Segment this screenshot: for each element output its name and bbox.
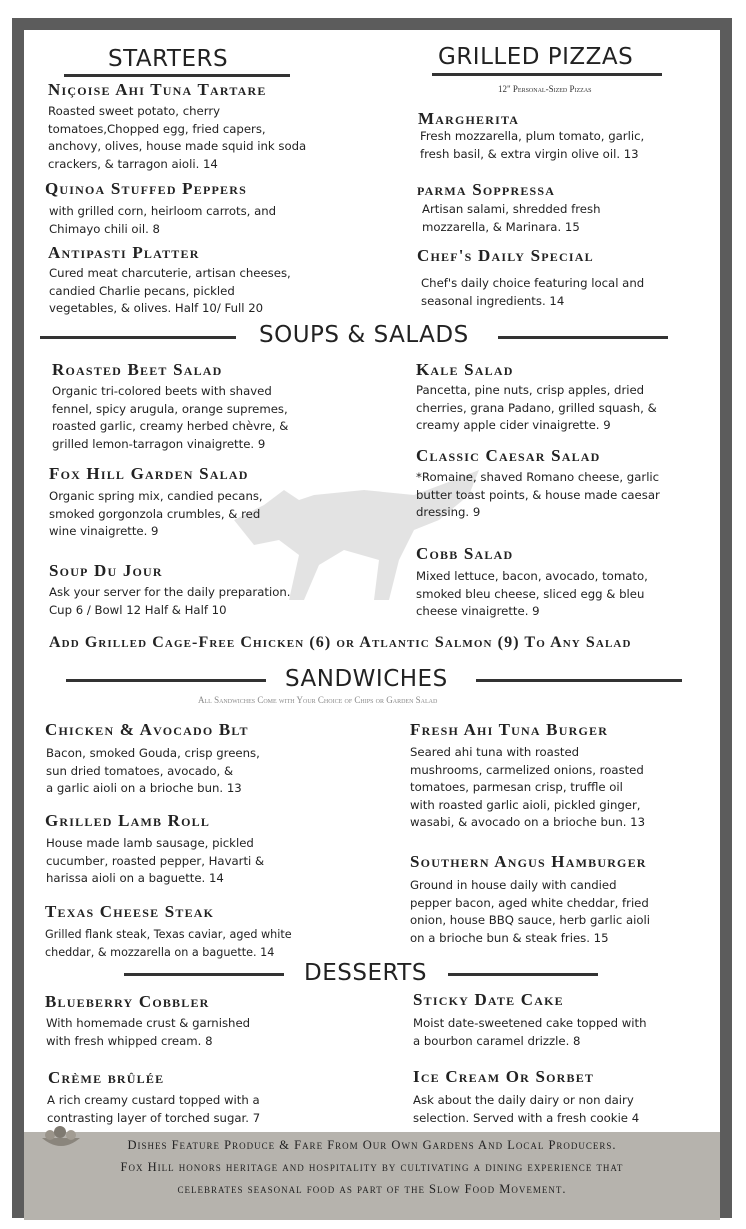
sandwiches-side-note: All Sandwiches Come with Your Choice of Chips or Garden Salad: [198, 695, 438, 705]
menu-item-desc: Seared ahi tuna with roasted mushrooms, carmelized onions, roasted tomatoes, parmesan crisp, truffle oil with roasted garlic aioli, pickled ginger, wasabi, & avocado on a brioche bun. 13: [410, 745, 646, 829]
menu-item-desc: Ask your server for the daily preparation. Cup 6 / Bowl 12 Half & Half 10: [49, 585, 291, 617]
menu-item-desc: Fresh mozzarella, plum tomato, garlic, fresh basil, & extra virgin olive oil. 13: [420, 129, 645, 161]
menu-item-desc: Bacon, smoked Gouda, crisp greens, sun dried tomatoes, avocado, & a garlic aioli on a brioche bun. 13: [46, 746, 260, 795]
menu-item-name: Classic Caesar Salad: [416, 446, 601, 465]
soups-rule-left: [40, 336, 236, 339]
menu-item-desc: With homemade crust & garnished with fresh whipped cream. 8: [46, 1016, 251, 1048]
menu-item-name: Antipasti Platter: [48, 243, 200, 262]
menu-item-name: Texas Cheese Steak: [45, 902, 215, 921]
pizzas-underline: [432, 73, 662, 76]
starters-underline: [64, 74, 290, 77]
menu-item-name: Sticky Date Cake: [413, 990, 564, 1009]
menu-item-desc: Roasted sweet potato, cherry tomatoes,Chopped egg, fried capers, anchovy, olives, house made squid ink soda crackers, & tarragon aioli. 14: [48, 104, 307, 171]
menu-item-desc: Organic tri-colored beets with shaved fennel, spicy arugula, orange supremes, roasted garlic, creamy herbed chèvre, & grilled lemon-tarragon vinaigrette. 9: [52, 384, 289, 451]
salad-addon-note: Add Grilled Cage-Free Chicken (6) or Atlantic Salmon (9) To Any Salad: [49, 634, 632, 651]
menu-item-name: Southern Angus Hamburger: [410, 852, 647, 871]
menu-item-name: Margherita: [418, 109, 520, 128]
menu-item-desc: Cured meat charcuterie, artisan cheeses, candied Charlie pecans, pickled vegetables, & olives. Half 10/ Full 20: [49, 266, 291, 315]
menu-item-name: Soup Du Jour: [49, 561, 163, 580]
menu-item-name: Fresh Ahi Tuna Burger: [410, 720, 609, 739]
menu-item-desc: Artisan salami, shredded fresh mozzarella, & Marinara. 15: [422, 202, 601, 234]
menu-item-desc: House made lamb sausage, pickled cucumber, roasted pepper, Havarti & harissa aioli on a baguette. 14: [46, 836, 265, 885]
footer-line-2: Fox Hill honors heritage and hospitality by cultivating a dining experience that: [120, 1160, 624, 1174]
menu-page: [24, 30, 720, 1220]
desserts-heading: DESSERTS: [304, 960, 427, 986]
menu-item-desc: Mixed lettuce, bacon, avocado, tomato, smoked bleu cheese, sliced egg & bleu cheese vinaigrette. 9: [416, 569, 648, 618]
menu-item-desc: with grilled corn, heirloom carrots, and Chimayo chili oil. 8: [49, 204, 277, 236]
menu-item-name: Chef's Daily Special: [417, 246, 594, 265]
menu-item-name: Fox Hill Garden Salad: [49, 464, 249, 483]
menu-item-desc: A rich creamy custard topped with a contrasting layer of torched sugar. 7: [47, 1093, 261, 1125]
menu-item-name: Crème brûlée: [48, 1068, 165, 1087]
sandwiches-rule-right: [476, 679, 682, 682]
menu-item-desc: Chef's daily choice featuring local and seasonal ingredients. 14: [421, 276, 645, 308]
footer-line-1: Dishes Feature Produce & Fare From Our Own Gardens And Local Producers.: [127, 1138, 617, 1152]
pizzas-size-note: 12" Personal-Sized Pizzas: [498, 84, 592, 94]
pizzas-heading: GRILLED PIZZAS: [438, 44, 634, 70]
menu-item-name: Niçoise Ahi Tuna Tartare: [48, 80, 267, 99]
footer-band: [24, 1132, 720, 1220]
menu-item-desc: Moist date-sweetened cake topped with a bourbon caramel drizzle. 8: [413, 1016, 647, 1048]
menu-item-desc: Organic spring mix, candied pecans, smoked gorgonzola crumbles, & red wine vinaigrette. 9: [49, 489, 263, 538]
menu-item-name: Grilled Lamb Roll: [45, 811, 211, 830]
menu-item-desc: Grilled flank steak, Texas caviar, aged white cheddar, & mozzarella on a baguette. 14: [45, 928, 292, 959]
menu-item-name: Roasted Beet Salad: [52, 360, 223, 379]
desserts-rule-right: [448, 973, 598, 976]
menu-item-name: Quinoa Stuffed Peppers: [45, 179, 247, 198]
menu-item-desc: *Romaine, shaved Romano cheese, garlic butter toast points, & house made caesar dressing. 9: [416, 470, 660, 519]
menu-item-name: Chicken & Avocado Blt: [45, 720, 249, 739]
soups-rule-right: [498, 336, 668, 339]
menu-item-desc: Ask about the daily dairy or non dairy selection. Served with a fresh cookie 4: [413, 1093, 640, 1125]
sandwiches-rule-left: [66, 679, 266, 682]
sandwiches-heading: SANDWICHES: [285, 666, 448, 692]
menu-item-name: parma Soppressa: [417, 180, 556, 199]
menu-item-name: Cobb Salad: [416, 544, 514, 563]
menu-item-desc: Ground in house daily with candied pepper bacon, aged white cheddar, fried onion, house BBQ sauce, herb garlic aioli on a brioche bun & steak fries. 15: [410, 878, 651, 945]
desserts-rule-left: [124, 973, 284, 976]
menu-item-name: Kale Salad: [416, 360, 514, 379]
menu-item-name: Ice Cream Or Sorbet: [413, 1067, 595, 1086]
soups-heading: SOUPS & SALADS: [259, 322, 469, 348]
footer-line-3: celebrates seasonal food as part of the Slow Food Movement.: [177, 1182, 567, 1196]
menu-item-name: Blueberry Cobbler: [45, 992, 210, 1011]
starters-heading: STARTERS: [108, 46, 229, 72]
menu-item-desc: Pancetta, pine nuts, crisp apples, dried cherries, grana Padano, grilled squash, & creamy apple cider vinaigrette. 9: [416, 383, 657, 432]
